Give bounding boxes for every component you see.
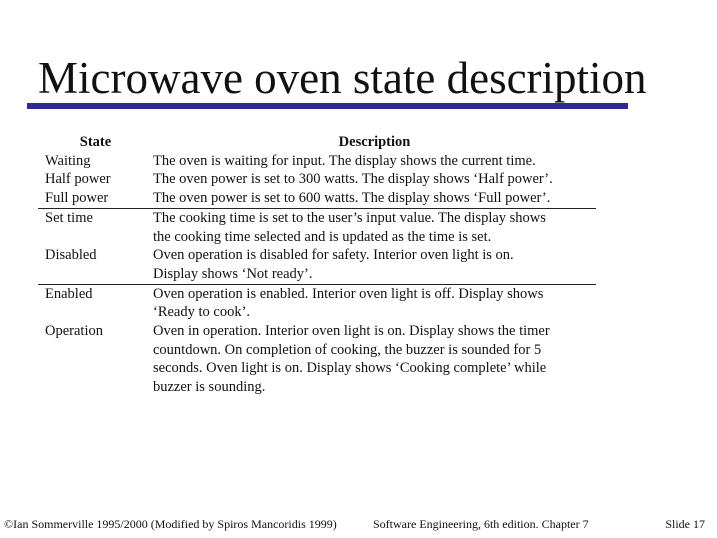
state-description: The oven power is set to 300 watts. The display shows ‘Half power’. [153, 171, 553, 188]
table-row [38, 246, 596, 284]
description-column-header: Description [338, 134, 411, 150]
state-description-table [38, 133, 596, 397]
table-row [38, 170, 596, 189]
table-row [38, 208, 596, 246]
state-description: Oven operation is disabled for safety. Interior oven light is on. Display shows ‘Not ready’. [153, 246, 596, 284]
state-name: Full power [38, 189, 153, 208]
state-description: The oven power is set to 600 watts. The display shows ‘Full power’. [153, 189, 596, 208]
state-description: Oven operation is enabled. Interior oven light is off. Display shows ‘Ready to cook’. [153, 285, 544, 321]
state-name: Waiting [45, 152, 91, 169]
table-row [38, 322, 596, 397]
footer-copyright: ©Ian Sommerville 1995/2000 (Modified by Spiros Mancoridis 1999) [4, 517, 337, 531]
state-name: Half power [45, 171, 111, 188]
footer-book-title: Software Engineering, 6th edition. Chapter 7 [373, 517, 589, 531]
slide-title: Microwave oven state description [38, 53, 647, 103]
footer-slide-number: Slide 17 [665, 517, 705, 531]
table-row [38, 152, 596, 171]
table-row [38, 284, 596, 322]
state-name: Set time [45, 209, 93, 226]
state-description: The oven is waiting for input. The display shows the current time. [153, 152, 536, 169]
state-column-header: State [79, 134, 112, 150]
state-name: Operation [45, 323, 103, 340]
state-name: Disabled [38, 246, 153, 284]
table-header-row [38, 133, 596, 152]
state-description: Oven in operation. Interior oven light is on. Display shows the timer countdown. On completion of cooking, the buzzer is sounded for 5 seconds. Oven light is on. Display shows ‘Cooking complete’ while buzzer is sounding. [153, 323, 550, 396]
table-row [38, 189, 596, 208]
state-name: Enabled [45, 285, 93, 302]
state-description: The cooking time is set to the user’s input value. The display shows the cooking time selected and is updated as the time is set. [153, 209, 546, 245]
title-underline [27, 103, 628, 109]
